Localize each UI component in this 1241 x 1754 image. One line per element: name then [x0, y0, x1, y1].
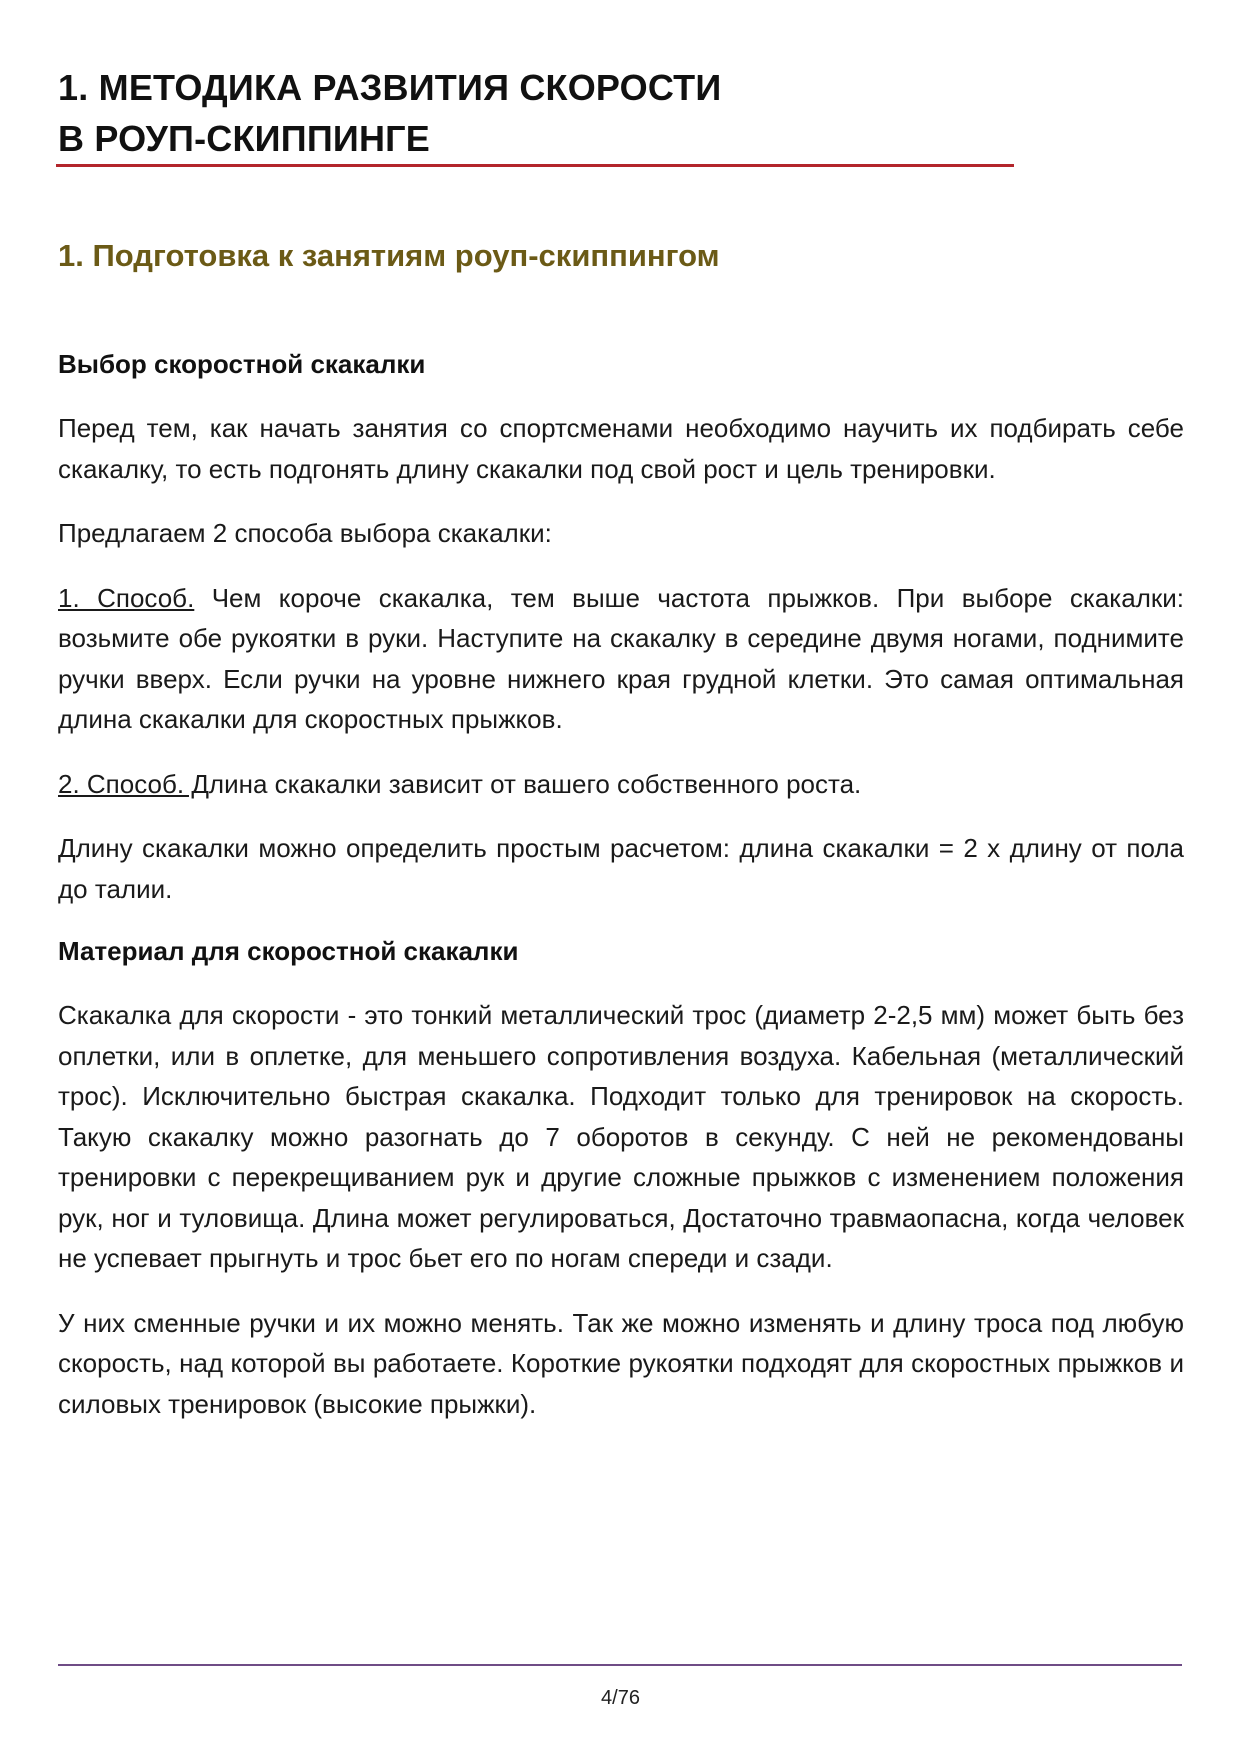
page-content	[58, 344, 1184, 1424]
paragraph-method-2	[58, 764, 1184, 805]
method-2-label: 2. Способ. Д	[58, 768, 209, 799]
paragraph-formula: Длину скакалки можно определить простым расчетом: длина скакалки = 2 x длину от пола до талии.	[58, 833, 1184, 904]
chapter-title-line-1: 1. МЕТОДИКА РАЗВИТИЯ СКОРОСТИ	[58, 67, 722, 108]
page-number: 4/76	[601, 1687, 640, 1709]
paragraph-material: Скакалка для скорости - это тонкий металлический трос (диаметр 2-2,5 мм) может быть без оплетки, или в оплетке, для меньшего сопротивления воздуха. Кабельная (металлический трос). Исключительно быстрая скакалка. Подходит только для тренировок на скорость. Такую скакалку можно разогнать до 7 оборотов в секунду. С ней не рекомендованы тренировки с перекрещиванием рук и другие сложные прыжков с изменением положения рук, ног и туловища. Длина может регулироваться, Достаточно травмаопасна, когда человек не успевает прыгнуть и трос бьет его по ногам спереди и сзади.	[58, 1000, 1184, 1273]
paragraph-handles: У них сменные ручки и их можно менять. Так же можно изменять и длину троса под любую скорость, над которой вы работаете. Короткие рукоятки подходят для скоростных прыжков и силовых тренировок (высокие прыжки).	[58, 1307, 1184, 1419]
chapter-title-underline	[56, 164, 1014, 167]
chapter-title-line-2: В РОУП-СКИППИНГЕ	[58, 118, 430, 159]
footer-rule	[58, 1664, 1182, 1666]
paragraph-method-1	[58, 578, 1184, 740]
chapter-title	[58, 62, 1018, 164]
paragraph-intro: Перед тем, как начать занятия со спортсменами необходимо научить их подбирать себе скакалку, то есть подгонять длину скакалки под свой рост и цель тренировки.	[58, 413, 1184, 484]
method-1-label: 1. Способ.	[58, 582, 195, 613]
method-2-text: лина скакалки зависит от вашего собственного роста.	[208, 768, 862, 799]
subheading-rope-material: Материал для скоростной скакалки	[58, 936, 519, 966]
section-heading: 1. Подготовка к занятиям роуп-скиппингом	[58, 238, 720, 273]
subheading-rope-choice: Выбор скоростной скакалки	[58, 349, 426, 379]
paragraph-methods-intro: Предлагаем 2 способа выбора скакалки:	[58, 518, 552, 548]
method-1-text: Чем короче скакалка, тем выше частота прыжков. При выборе скакалки: возьмите обе рукоятки в руки. Наступите на скакалку в середине двумя ногами, поднимите ручки вверх. Если ручки на уровне нижнего края грудной клетки. Это самая оптимальная длина скакалки для скоростных прыжков.	[58, 582, 1184, 734]
